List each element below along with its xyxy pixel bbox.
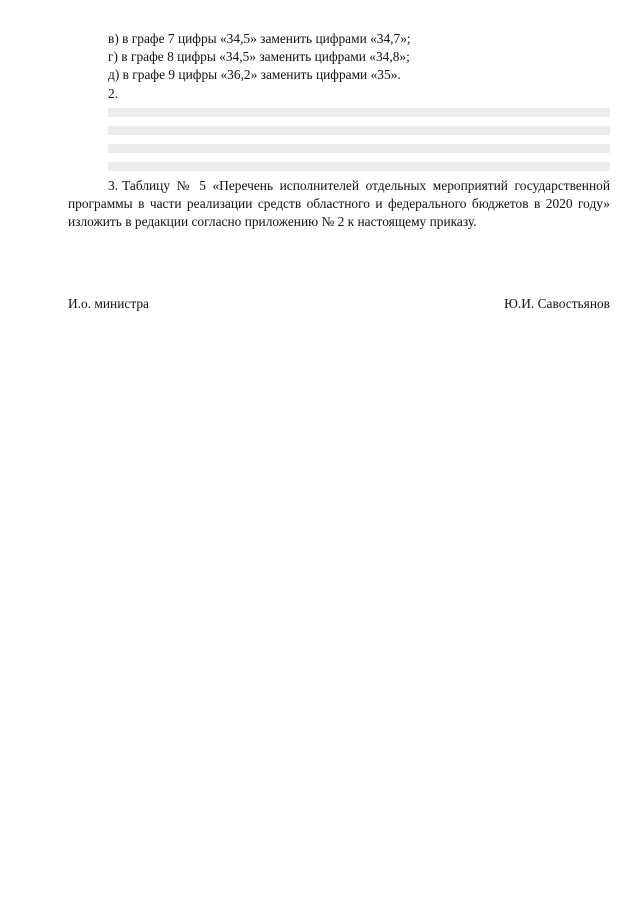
paragraph-number: 2. [108,85,119,101]
signature-block [68,296,610,312]
paragraph-2 [68,85,610,103]
paragraph-3 [68,177,610,232]
paragraph-text: Таблицу № 5 «Перечень исполнителей отдельных мероприятий государственной программы в части реализации средств областного и федерального бюджетов в 2020 году» изложить в редакции согласно приложению № 2 к настоящему приказу. [68,177,610,230]
unreadable-text-placeholder [108,108,610,172]
signatory-title: И.о. министра [68,296,149,311]
list-item: в) в графе 7 цифры «34,5» заменить цифрами «34,7»; [108,31,411,46]
paragraph-number: 3. [108,177,119,193]
document-page [68,30,610,231]
signatory-name: Ю.И. Савостьянов [504,296,610,311]
list-item: д) в графе 9 цифры «36,2» заменить цифрами «35». [108,67,401,83]
list-item: г) в графе 8 цифры «34,5» заменить цифрами «34,8»; [108,49,410,65]
